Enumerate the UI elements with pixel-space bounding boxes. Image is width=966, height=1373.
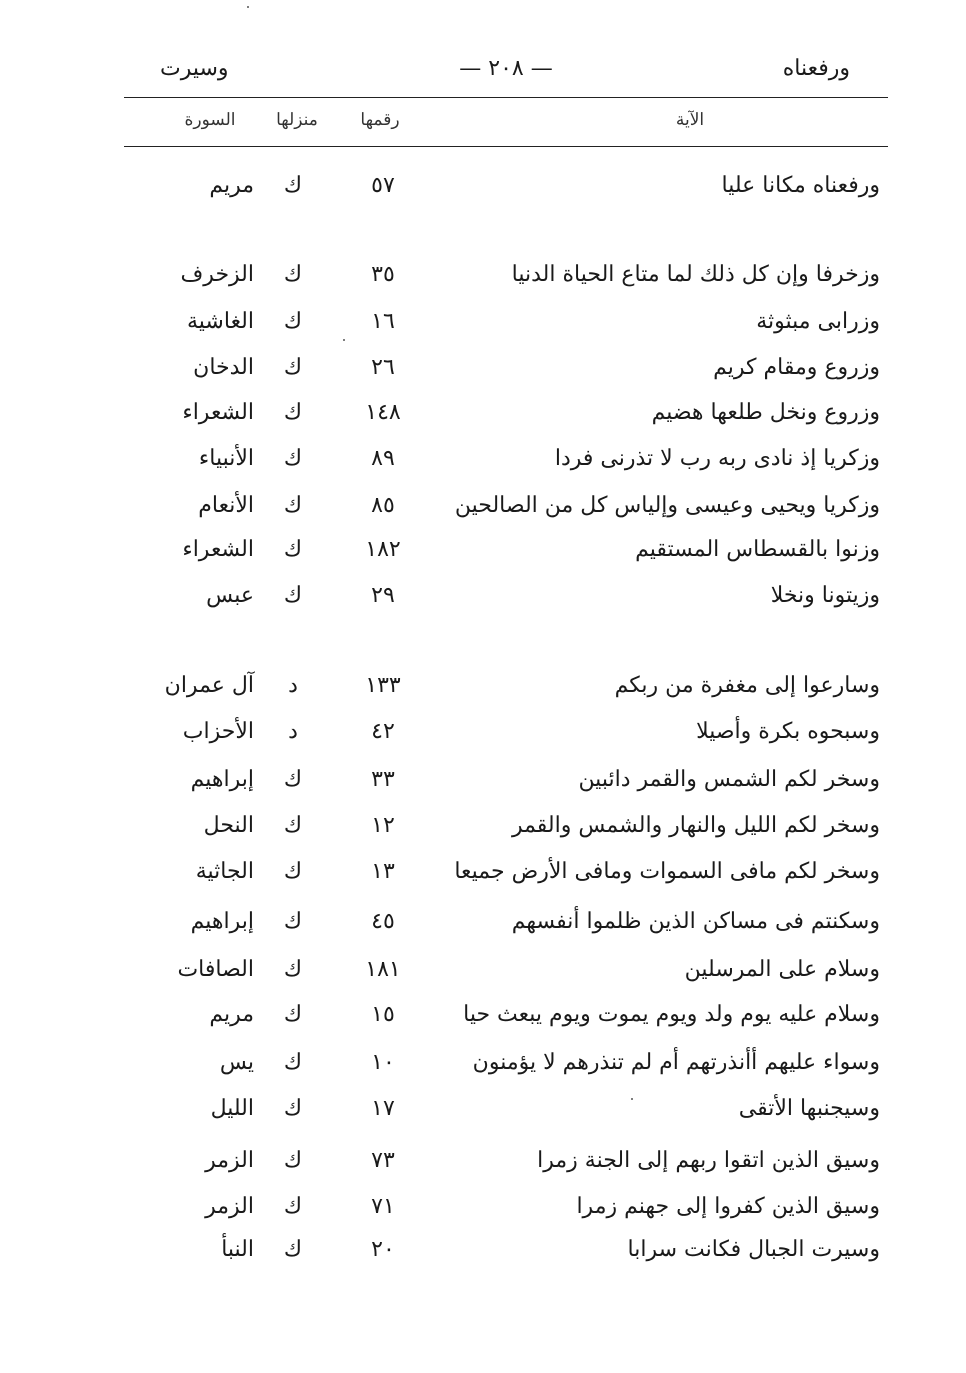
verse-text: وسخر لكم الليل والنهار والشمس والقمر — [511, 813, 880, 838]
revelation-place: ك — [283, 1194, 303, 1219]
revelation-place: ك — [283, 909, 303, 934]
index-row — [124, 530, 884, 570]
revelation-place: ك — [283, 537, 303, 562]
sura-name: الشعراء — [182, 537, 254, 562]
index-row — [124, 348, 884, 388]
sura-name: الشعراء — [182, 400, 254, 425]
verse-number: ١٧ — [371, 1096, 395, 1121]
verse-text: وسكنتم فى مساكن الذين ظلموا أنفسهم — [511, 909, 880, 934]
verse-text: وزرابى مبثوثة — [756, 309, 880, 334]
sura-name: عبس — [206, 583, 254, 608]
sura-name: الزخرف — [180, 262, 254, 287]
index-row — [124, 666, 884, 706]
sura-name: الأنعام — [198, 493, 254, 518]
column-header-verse: الآية — [675, 110, 705, 130]
revelation-place: ك — [283, 583, 303, 608]
verse-number: ٤٥ — [371, 909, 395, 934]
sura-name: الزمر — [205, 1148, 254, 1173]
verse-text: ورفعناه مكانا عليا — [721, 173, 880, 198]
verse-text: وزروع ونخل طلعها هضيم — [651, 400, 880, 425]
verse-text: وسيجنبها الأتقى — [738, 1096, 880, 1121]
index-row — [124, 1043, 884, 1083]
verse-number: ١٥ — [371, 1002, 395, 1027]
index-row — [124, 166, 884, 206]
verse-number: ١٣٣ — [365, 673, 401, 698]
verse-number: ١٤٨ — [365, 400, 401, 425]
index-row — [124, 439, 884, 479]
running-head — [124, 56, 888, 92]
verse-text: وسيق الذين اتقوا ربهم إلى الجنة زمرا — [537, 1148, 880, 1173]
index-row — [124, 712, 884, 752]
print-speck — [631, 1098, 633, 1100]
sura-name: مريم — [209, 173, 254, 198]
verse-number: ٣٥ — [371, 262, 395, 287]
index-row — [124, 995, 884, 1035]
verse-text: وزيتونا ونخلا — [770, 583, 880, 608]
revelation-place: ك — [283, 1002, 303, 1027]
verse-number: ٨٥ — [371, 493, 395, 518]
verse-number: ١٣ — [371, 859, 395, 884]
header-top-rule — [124, 97, 888, 98]
index-row — [124, 806, 884, 846]
verse-text: وسواء عليهم أأنذرتهم أم لم تنذرهم لا يؤمنون — [472, 1050, 880, 1075]
index-row — [124, 950, 884, 990]
sura-name: النحل — [203, 813, 254, 838]
index-row — [124, 760, 884, 800]
verse-text: وزخرفا وإن كل ذلك لما متاع الحياة الدنيا — [511, 262, 880, 287]
column-header-number: رقمها — [360, 110, 400, 130]
index-row — [124, 486, 884, 526]
revelation-place: ك — [283, 1148, 303, 1173]
index-row — [124, 302, 884, 342]
sura-name: مريم — [209, 1002, 254, 1027]
index-row — [124, 1141, 884, 1181]
page-number: — ٢٠٨ — — [459, 56, 553, 81]
revelation-place: ك — [283, 309, 303, 334]
verse-number: ٢٩ — [371, 583, 395, 608]
column-header-sura: السورة — [184, 110, 236, 130]
sura-name: النبأ — [221, 1237, 254, 1262]
sura-name: آل عمران — [164, 673, 254, 698]
verse-text: وسلام عليه يوم ولد ويوم يموت ويوم يبعث حيا — [463, 1002, 880, 1027]
sura-name: يس — [219, 1050, 254, 1075]
revelation-place: ك — [283, 262, 303, 287]
index-row — [124, 393, 884, 433]
revelation-place: ك — [283, 1237, 303, 1262]
sura-name: الأنبياء — [198, 446, 254, 471]
revelation-place: ك — [283, 957, 303, 982]
verse-number: ١٢ — [371, 813, 395, 838]
sura-name: الغاشية — [187, 309, 254, 334]
sura-name: إبراهيم — [190, 909, 254, 934]
revelation-place: ك — [283, 767, 303, 792]
index-row — [124, 1230, 884, 1270]
revelation-place: د — [288, 719, 298, 744]
revelation-place: ك — [283, 446, 303, 471]
verse-number: ١٦ — [371, 309, 395, 334]
index-row — [124, 1187, 884, 1227]
revelation-place: ك — [283, 859, 303, 884]
revelation-place: ك — [283, 173, 303, 198]
verse-text: وسارعوا إلى مغفرة من ربكم — [614, 673, 880, 698]
verse-text: وسلام على المرسلين — [684, 957, 880, 982]
verse-number: ١٨٢ — [365, 537, 401, 562]
verse-text: وسيرت الجبال فكانت سرابا — [627, 1237, 880, 1262]
revelation-place: ك — [283, 493, 303, 518]
sura-name: الصافات — [177, 957, 254, 982]
verse-text: وزكريا ويحيى وعيسى وإلياس كل من الصالحين — [454, 493, 880, 518]
index-row — [124, 1089, 884, 1129]
index-row — [124, 255, 884, 295]
verse-text: وزنوا بالقسطاس المستقيم — [635, 537, 880, 562]
revelation-place: ك — [283, 1096, 303, 1121]
verse-number: ١٨١ — [365, 957, 401, 982]
header-bottom-rule — [124, 146, 888, 147]
verse-text: وسبحوه بكرة وأصيلا — [696, 719, 880, 744]
sura-name: الزمر — [205, 1194, 254, 1219]
verse-number: ٣٣ — [371, 767, 395, 792]
revelation-place: ك — [283, 1050, 303, 1075]
verse-number: ٤٢ — [371, 719, 395, 744]
print-speck — [343, 339, 345, 341]
verse-text: وسخر لكم مافى السموات ومافى الأرض جميعا — [454, 859, 880, 884]
sura-name: الأحزاب — [182, 719, 254, 744]
revelation-place: ك — [283, 400, 303, 425]
sura-name: إبراهيم — [190, 767, 254, 792]
verse-number: ٥٧ — [371, 173, 395, 198]
verse-number: ٢٠ — [371, 1237, 395, 1262]
sura-name: الليل — [210, 1096, 254, 1121]
verse-number: ٧٣ — [371, 1148, 395, 1173]
index-row — [124, 852, 884, 892]
verse-text: وسخر لكم الشمس والقمر دائبين — [578, 767, 880, 792]
index-row — [124, 902, 884, 942]
verse-text: وسيق الذين كفروا إلى جهنم زمرا — [576, 1194, 880, 1219]
verse-number: ٨٩ — [371, 446, 395, 471]
index-row — [124, 576, 884, 616]
print-speck — [247, 6, 249, 8]
revelation-place: ك — [283, 813, 303, 838]
verse-text: وزكريا إذ نادى ربه رب لا تذرنى فردا — [554, 446, 880, 471]
revelation-place: ك — [283, 355, 303, 380]
column-header-place: منزلها — [276, 110, 318, 130]
sura-name: الدخان — [193, 355, 254, 380]
verse-number: ٧١ — [371, 1194, 395, 1219]
verse-number: ١٠ — [371, 1050, 395, 1075]
running-head-last-word: وسيرت — [160, 56, 229, 81]
revelation-place: د — [288, 673, 298, 698]
verse-number: ٢٦ — [371, 355, 395, 380]
sura-name: الجاثية — [195, 859, 254, 884]
verse-text: وزروع ومقام كريم — [713, 355, 880, 380]
running-head-first-word: ورفعناه — [782, 56, 850, 81]
